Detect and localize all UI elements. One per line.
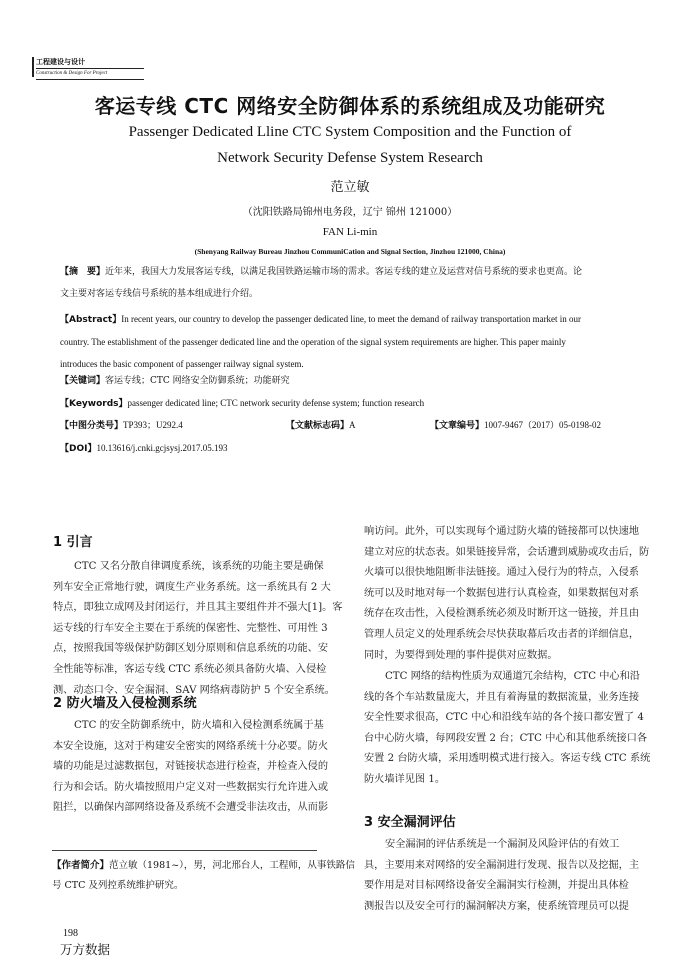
- author-en: FAN Li-min: [322, 226, 378, 238]
- keywords-cn-label: 【关键词】: [60, 376, 106, 386]
- right-body-a: [364, 522, 649, 666]
- abstract-cn-label: 【摘 要】: [60, 267, 106, 277]
- abstract-en: [60, 308, 640, 375]
- r-line-4: 统可以及时地对每一个数据包进行认真检查，如果数据包对系: [364, 587, 640, 599]
- s2-line-1: CTC 的安全防御系统中，防火墙和入侵检测系统属于基: [74, 720, 324, 731]
- r-line-10: 安全性要求很高，CTC 中心和沿线车站的各个接口都安置了 4: [364, 712, 644, 724]
- s1-line-2: 列车安全正常地行驶，调度生产业务系统。这一系统具有 2 大: [53, 581, 331, 593]
- footnote-line-1: 范立敏（1981~），男，河北邢台人，工程师，从事铁路信: [109, 860, 355, 871]
- section-1-title: 1 引言: [53, 535, 93, 550]
- classification-value: TP393；U292.4: [123, 420, 183, 430]
- s1-line-3: 特点，即独立成网及封闭运行，并且其主要组件并不强大[1]。客: [53, 602, 343, 614]
- r-line-6: 管理人员定义的处理系统会尽快获取幕后攻击者的详细信息，: [364, 628, 640, 640]
- author-cn: 范立敏: [330, 180, 370, 195]
- r-line-13: 防火墙详见图 1。: [364, 773, 446, 785]
- doc-code-value: A: [349, 420, 356, 430]
- s1-line-7: 测、动态口令、安全漏洞、SAV 网络病毒防护 5 个安全系统。: [53, 684, 335, 696]
- footnote-line-2: 号 CTC 及列控系统维护研究。: [52, 880, 184, 891]
- r-line-2: 建立对应的状态表。如果链接异常，会话遭到威胁或攻击后，防: [364, 546, 650, 558]
- s3-line-3: 要作用是对目标网络设备安全漏洞实行检测，并提出具体检: [364, 880, 629, 892]
- keywords-cn-text: 客运专线；CTC 网络安全防御系统；功能研究: [105, 376, 290, 386]
- s1-line-5: 点，按照我国等级保护防御区划分原则和信息系统的功能、安: [53, 643, 329, 655]
- doi-label: 【DOI】: [60, 444, 97, 454]
- abstract-en-line-1: In recent years, our country to develop the passenger dedicated line, to meet the demand of railway transportation market in our: [121, 314, 582, 324]
- footnote-label: 【作者简介】: [52, 860, 110, 871]
- abstract-en-line-3: introduces the basic component of passenger railway signal system.: [60, 359, 304, 369]
- classification-label: 【中图分类号】: [60, 421, 124, 431]
- journal-name-en: Construction & Design For Project: [36, 71, 108, 76]
- watermark: 万方数据: [60, 942, 111, 957]
- section-2-title: 2 防火墙及入侵检测系统: [53, 696, 197, 711]
- s3-line-4: 测报告以及安全可行的漏洞解决方案，使系统管理员可以提: [364, 900, 629, 912]
- r-line-9: 线的各个车站数量庞大，并且有着海量的数据流量，业务连接: [364, 691, 640, 703]
- s3-line-1: 安全漏洞的评估系统是一个漏洞及风险评估的有效工: [385, 839, 620, 850]
- r-line-12: 安置 2 台防火墙，采用透明模式进行接入。客运专线 CTC 系统: [364, 753, 651, 765]
- s1-line-6: 全性能等标准，客运专线 CTC 系统必须具备防火墙、入侵检: [53, 663, 327, 675]
- right-body-b: [364, 667, 650, 791]
- journal-header: [36, 57, 156, 81]
- doi: [60, 441, 227, 456]
- header-rule-bottom: [36, 79, 144, 80]
- keywords-en: [60, 396, 640, 411]
- classification: [60, 418, 183, 433]
- section-3-body: [364, 835, 639, 917]
- r-line-1: 响访问。此外，可以实现每个通过防火墙的链接都可以快速地: [364, 526, 640, 537]
- keywords-en-text: passenger dedicated line; CTC network security defense system; function research: [127, 398, 425, 408]
- keywords-en-label: 【Keywords】: [60, 399, 128, 409]
- footnote: [52, 856, 355, 896]
- r-line-5: 统存在攻击性，入侵检测系统必须及时断开这一链接，并且由: [364, 608, 640, 620]
- abstract-cn: [60, 265, 640, 301]
- r-line-8: CTC 网络的结构性质为双通道冗余结构，CTC 中心和沿: [385, 671, 640, 682]
- keywords-cn: [60, 374, 640, 388]
- journal-name-cn: 工程建设与设计: [36, 58, 85, 66]
- s2-line-5: 阻拦，以确保内部网络设备及系统不会遭受非法攻击，从而影: [53, 802, 329, 814]
- header-rule: [36, 68, 144, 69]
- page-number: 198: [63, 928, 78, 939]
- doc-code-label: 【文献标志码】: [286, 421, 350, 431]
- s2-line-2: 本安全设施，这对于构建安全密实的网络系统十分必要。防火: [53, 740, 329, 752]
- article-no-label: 【文章编号】: [430, 421, 485, 431]
- s1-line-4: 运专线的行车安全主要在于系统的保密性、完整性、可用性 3: [53, 622, 328, 634]
- title-cn: 客运专线 CTC 网络安全防御体系的系统组成及功能研究: [94, 94, 606, 118]
- abstract-cn-line-1: 近年来，我国大力发展客运专线，以满足我国铁路运输市场的需求。客运专线的建立及运营对信号系统的要求也更高。论: [105, 267, 583, 277]
- title-en-line-1: Passenger Dedicated Lline CTC System Composition and the Function of: [128, 124, 572, 140]
- affiliation-en: (Shenyang Railway Bureau Jinzhou CommuniCation and Signal Section, Jinzhou 121000, China): [194, 247, 506, 256]
- s1-line-1: CTC 又名分散自律调度系统，该系统的功能主要是确保: [74, 561, 324, 572]
- abstract-en-label: 【Abstract】: [60, 315, 122, 325]
- footnote-rule: [52, 850, 317, 851]
- affiliation-cn: （沈阳铁路局锦州电务段，辽宁 锦州 121000）: [242, 207, 458, 218]
- article-no-value: 1007-9467（2017）05-0198-02: [484, 420, 602, 430]
- r-line-3: 火墙可以很快地阻断非法链接。通过入侵行为的特点，入侵系: [364, 567, 640, 579]
- section-2-body: [53, 716, 328, 819]
- abstract-cn-line-2: 文主要对客运专线信号系统的基本组成进行介绍。: [60, 289, 259, 299]
- header-bar-decoration: [32, 57, 34, 77]
- doi-value: 10.13616/j.cnki.gcjsysj.2017.05.193: [96, 443, 228, 453]
- s2-line-4: 行为和会话。防火墙按照用户定义对一些数据实行允许进入或: [53, 781, 329, 793]
- abstract-en-line-2: country. The establishment of the passenger dedicated line and the operation of the signal system requirements are higher. This paper mainly: [60, 337, 566, 347]
- r-line-11: 台中心防火墙，每网段安置 2 台；CTC 中心和其他系统接口各: [364, 732, 648, 744]
- r-line-7: 同时，为要得到处理的事件提供对应数据。: [364, 649, 558, 661]
- s3-line-2: 具，主要用来对网络的安全漏洞进行发现、报告以及挖掘，主: [364, 859, 640, 871]
- article-no: [430, 418, 601, 433]
- title-en-line-2: Network Security Defense System Research: [217, 150, 483, 166]
- s2-line-3: 墙的功能是过滤数据包，对链接状态进行检查，并检查入侵的: [53, 761, 329, 773]
- section-3-title: 3 安全漏洞评估: [364, 815, 456, 830]
- doc-code: [286, 418, 356, 433]
- section-1-body: [53, 557, 343, 701]
